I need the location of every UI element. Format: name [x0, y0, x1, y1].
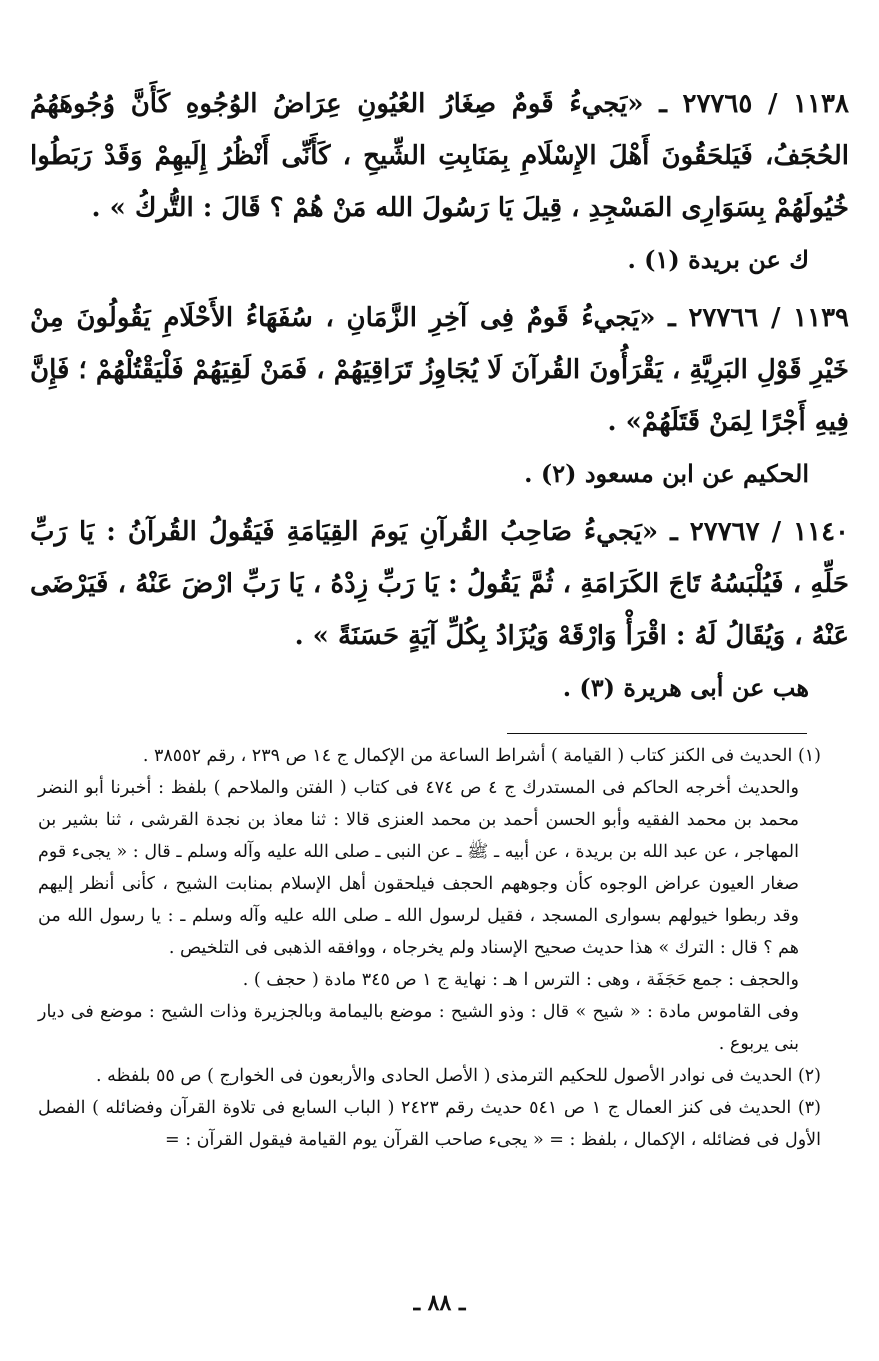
footnote-paragraph: والحديث أخرجه الحاكم فى المستدرك ج ٤ ص ٤٧٤ فى كتاب ( الفتن والملاحم ) بلفظ : أخبرنا أبو النضر محمد بن محمد الفقيه وأبو الحسن أحمد بن محمد العنزى قالا : ثنا معاذ بن نجدة القرشى ، ثنا بشير بن المهاجر ، عن عبد الله بن بريدة ، عن أبيه ـ ﷺ ـ عن النبى ـ صلى الله عليه وآله وسلم ـ قال : « يجىء قوم صغار العيون عراض الوجوه كأن وجوههم الحجف فيلحقون أهل الإسلام بمنابت الشيح ، كأنى أنظر إليهم وقد ربطوا خيولهم بسوارى المسجد ، فقيل لرسول الله ـ صلى الله عليه وآله وسلم ـ : يا رسول الله من هم ؟ قال : الترك » هذا حديث صحيح الإسناد ولم يخرجاه ، ووافقه الذهبى فى التلخيص . [38, 778, 799, 958]
footnote-text: الحديث فى الكنز كتاب ( القيامة ) أشراط الساعة من الإكمال ج ١٤ ص ٢٣٩ ، رقم ٣٨٥٥٢ . [142, 746, 793, 766]
hadith-number: ١١٤٠ / ٢٧٧٦٧ ـ [670, 517, 850, 547]
main-text [30, 78, 849, 720]
hadith-number: ١١٣٨ / ٢٧٧٦٥ ـ [659, 89, 849, 119]
hadith-source: هب عن أبى هريرة (٣) . [562, 673, 809, 702]
hadith-text: «يَجيءُ صَاحِبُ القُرآنِ يَومَ القِيَامَةِ فَيَقُولُ القُرآنُ : يَا رَبِّ حَلِّهِ ، فَيُلْبَسُهُ تَاجَ الكَرَامَةِ ، ثُمَّ يَقُولُ : يَا رَبِّ زِدْهُ ، يَا رَبِّ ارْضَ عَنْهُ ، فَيَرْضَى عَنْهُ ، وَيُقَالُ لَهُ : اقْرَأْ وَارْقَهْ وَيُزَادُ بِكُلِّ آيَةٍ حَسَنَةً » . [30, 517, 849, 651]
footnote-text: الحديث فى كنز العمال ج ١ ص ٥٤١ حديث رقم ٢٤٢٣ ( الباب السابع فى تلاوة القرآن وفضائله ) الفصل الأول فى فضائله ، الإكمال ، بلفظ : = « يجىء صاحب القرآن يوم القيامة فيقول القرآن : = [38, 1098, 821, 1150]
footnote-2 [38, 1060, 821, 1092]
footnote-separator [507, 733, 807, 734]
footnote-paragraph: والحجف : جمع حَجَفَة ، وهى : الترس ا هـ : نهاية ج ١ ص ٣٤٥ مادة ( حجف ) . [242, 970, 799, 990]
footnote-paragraph: وفى القاموس مادة : « شيح » قال : وذو الشيح : موضع باليمامة وبالجزيرة وذات الشيح : موضع فى ديار بنى يربوع . [38, 1002, 799, 1054]
page-number: ـ ٨٨ ـ [413, 1290, 466, 1316]
footnote-text: الحديث فى نوادر الأصول للحكيم الترمذى ( الأصل الحادى والأربعون فى الخوارج ) ص ٥٥ بلفظه . [96, 1066, 793, 1086]
hadith-number: ١١٣٩ / ٢٧٧٦٦ ـ [668, 303, 849, 333]
hadith-1139 [30, 292, 849, 448]
footnote-mark: (٣) [797, 1098, 821, 1118]
hadith-1138 [30, 78, 849, 234]
footnote-3 [38, 1092, 821, 1156]
footnote-1 [38, 740, 821, 772]
hadith-text: «يَجيءُ قَومٌ فِى آخِرِ الزَّمَانِ ، سُفَهَاءُ الأَحْلَامِ يَقُولُونَ مِنْ خَيْرِ قَوْلِ البَرِيَّةِ ، يَقْرَأُونَ القُرآنَ لَا يُجَاوِزُ تَرَاقِيَهُمْ ، فَمَنْ لَقِيَهُمْ فَلْيَقْتُلْهُمْ ؛ فَإِنَّ فِيهِ أَجْرًا لِمَنْ قَتَلَهُمْ» . [30, 303, 850, 437]
hadith-text: «يَجيءُ قَومٌ صِغَارُ العُيُونِ عِرَاضُ الوُجُوهِ كَأَنَّ وُجُوهَهُمُ الحُجَفُ، فَيَلحَقُونَ أَهْلَ الإِسْلَامِ بِمَنَابِتِ الشِّيحِ ، كَأَنِّى أَنْظُرُ إِلَيهِمْ وَقَدْ رَبَطُوا خُيُولَهُمْ بِسَوَارِى المَسْجِدِ ، قِيلَ يَا رَسُولَ الله مَنْ هُمْ ؟ قَالَ : التُّركُ » . [30, 89, 849, 223]
footnotes [38, 740, 821, 1156]
footnote-mark: (٢) [797, 1066, 821, 1086]
footnote-mark: (١) [797, 746, 821, 766]
hadith-source: الحكيم عن ابن مسعود (٢) . [524, 459, 809, 488]
hadith-1140 [30, 506, 849, 662]
hadith-source: ك عن بريدة (١) . [627, 245, 809, 274]
